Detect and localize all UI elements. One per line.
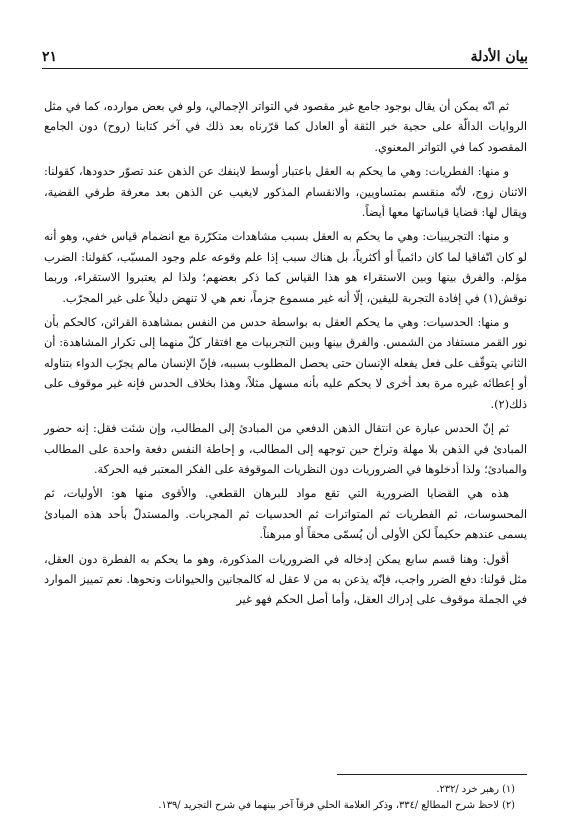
paragraph-tajribiyat: و منها: التجريبيات: وهي ما يحكم به العقل بسبب مشاهدات متكرّرة مع انضمام قياس خفي، وهو أنه لو كان اتّفاقيا لما كان دائمياً أو أكثرياً، بل هناك سبب إذا علم وقوعه علم وجود المسبّب، كقولنا: الضرب مؤلم. والفرق بينها وبين الاستقراء هو هذا القياس كما ذكر بعضهم؛ ولذا لم يعتبروا الاستقراء، وربما نوقش(١) في إفادة التجربة لليقين، إلّا أنه غير مسموع جزماً، نعم هي لا تنهض دليلاً على غير المجرّب. xyxy=(44,230,527,305)
paragraph-tawatur: ثم انّه يمكن أن يقال بوجود جامع غير مقصود في التواتر الإجمالي، ولو في بعض موارده، كما في مثل الروايات الدالّة على حجية خبر الثقة أو العادل كما قرّرناه بعد ذلك في آخر كتابنا (روح) دون الجامع المقصود كما في التواتر المعنوي. xyxy=(44,100,527,154)
paragraph-hads-definition: ثم إنّ الحدس عبارة عن انتقال الذهن الدفعي من المبادئ إلى المطالب، وإن شئت فقل: إنه حضور المبادئ في الذهن بلا مهلة وتراخ حين توجهه إلى المطالب، و إحاطة النفس دفعة واحدة على المطالب والمبادئ؛ ولذا أدخلوها في الضروريات دون النظريات الموقوفة على الفكر المعتبر فيه الحركة. xyxy=(44,422,527,476)
footnote-1: (١) رهبر خرد /٢٣٢. xyxy=(436,784,515,795)
paragraph-aqul: أقول: وهنا قسم سابع يمكن إدخاله في الضروريات المذكورة، وهو ما يحكم به الفطرة دون العقل، مثل قولنا: دفع الضرر واجب، فإنّه يذعن به من لا عقل له كالمجانين والحيوانات ونحوها. نعم تمييز الموارد في الجملة موقوف على إدراك العقل، وأما أصل الحكم فهو غير xyxy=(44,552,527,607)
page-number: ٢١ xyxy=(42,49,58,65)
running-title: بيان الأدلة xyxy=(470,49,528,65)
page-header xyxy=(42,40,528,69)
paragraph-daruriyat: هذه هي القضايا الضرورية التي تقع مواد للبرهان القطعي. والأقوى منها هو: الأوليات، ثم المحسوسات، ثم الفطريات ثم المتواترات ثم الحدسيات ثم المجربات. والمستدلّ بأحد هذه المبادئ يسمى عندهم حكيماً لكن الأولى أن يُسمّى محقاً أو مبرهناً. xyxy=(44,487,527,542)
paragraph-hadsiyat: و منها: الحدسيات: وهي ما يحكم العقل به بواسطة حدس من النفس بمشاهدة القرائن، كالحكم بأن نور القمر مستفاد من الشمس. والفرق بينها وبين التجربيات مع افتقار كلّ منهما إلى تكرار المشاهدة: أن الثاني يتوقّف على فعل يفعله الإنسان حتى يحصل المطلوب بسببه، فإنّ الإنسان مالم يجرّب الدواء بتناوله أو إعطائه غيره مرة بعد أخرى لا يحكم عليه بأنه مسهل مثلاً، وهذا بخلاف الحدس فإنه غير موقوف على ذلك(٢). xyxy=(44,316,527,411)
paragraph-fitriyat: و منها: الفطريات: وهي ما يحكم به العقل باعتبار أوسط لاينفك عن الذهن عند تصوّر حدودها، كقولنا: الاثنان زوج، لأنّه منقسم بمتساويين، والانقسام المذكور لايغيب عن الذهن بعد معرفة طرفي القضية، ويقال لها: قضايا قياساتها معها أيضاً. xyxy=(44,165,527,220)
page-body xyxy=(44,97,527,615)
footnote-2: (٢) لاحظ شرح المطالع /٣٣٤، وذكر العلامة الحلي فرقاً آخر بينهما في شرح التجريد /١٣٩. xyxy=(158,800,515,811)
footnote-divider xyxy=(337,774,527,775)
footnotes xyxy=(60,782,515,814)
